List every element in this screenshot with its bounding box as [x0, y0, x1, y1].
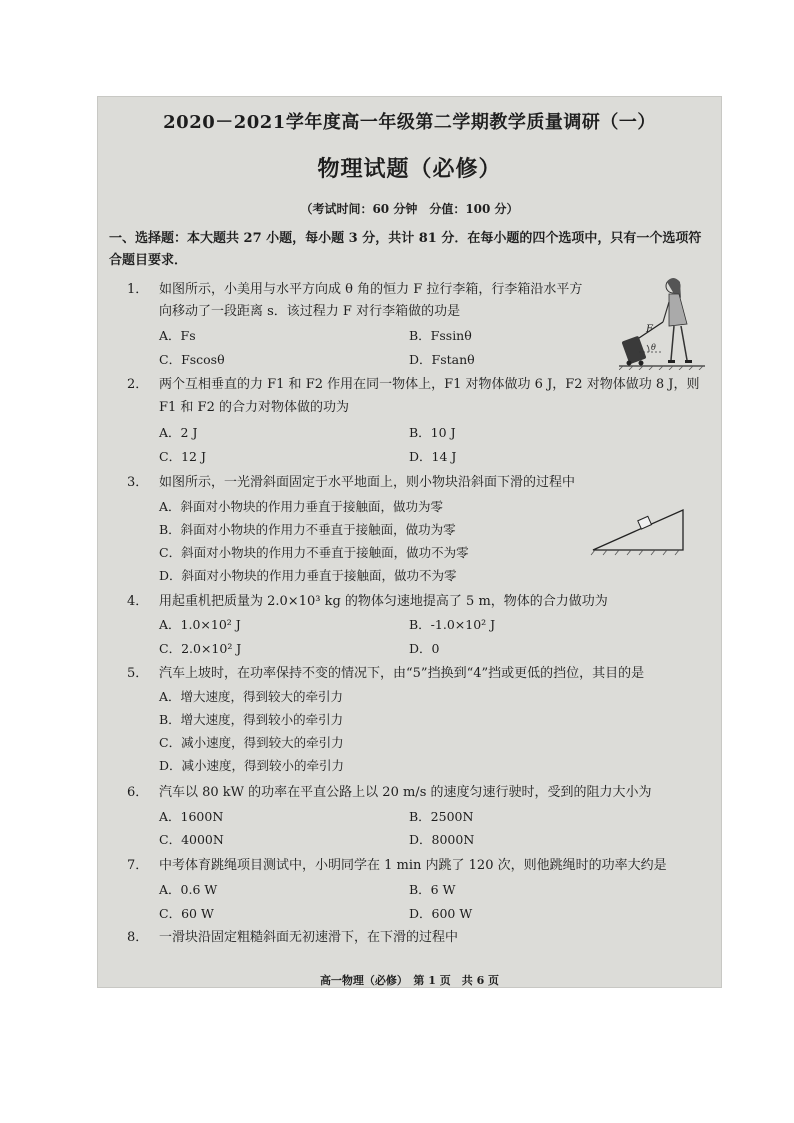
question-text-line: 如图所示，一光滑斜面固定于水平地面上，则小物块沿斜面下滑的过程中: [159, 475, 576, 490]
option-a: A．2 J: [159, 425, 198, 440]
exam-subject: 物理试题（必修）: [317, 156, 502, 182]
question-text-line: 一滑块沿固定粗糙斜面无初速滑下，在下滑的过程中: [159, 930, 459, 945]
option-a: A．增大速度，得到较大的牵引力: [159, 689, 344, 704]
question-text-line: 如图所示，小美用与水平方向成 θ 角的恒力 F 拉行李箱，行李箱沿水平方: [159, 282, 583, 297]
option-b: B．10 J: [409, 425, 456, 440]
question-number: 8．: [127, 930, 149, 945]
exam-meta: （考试时间：60 分钟 分值：100 分）: [300, 202, 519, 216]
question-number: 5．: [127, 666, 149, 681]
option-a: A．1.0×10² J: [159, 617, 241, 632]
option-d: D．8000N: [409, 832, 475, 847]
question-text-line: 汽车上坡时，在功率保持不变的情况下，由“5”挡换到“4”挡或更低的挡位，其目的是: [159, 666, 645, 681]
exam-page: [97, 96, 722, 988]
option-a: A．Fs: [159, 328, 196, 343]
option-d: D．0: [409, 641, 440, 656]
option-b: B．斜面对小物块的作用力不垂直于接触面，做功为零: [159, 522, 456, 537]
option-d: D．14 J: [409, 449, 457, 464]
question-number: 6．: [127, 785, 149, 800]
option-b: B．6 W: [409, 882, 456, 897]
option-a: A．斜面对小物块的作用力垂直于接触面，做功为零: [159, 499, 444, 514]
question-text-line: 向移动了一段距离 s．该过程力 F 对行李箱做的功是: [159, 304, 461, 319]
question-number: 7．: [127, 858, 149, 873]
option-c: C．斜面对小物块的作用力不垂直于接触面，做功不为零: [159, 545, 469, 560]
page-footer: 高一物理（必修） 第 1 页 共 6 页: [319, 974, 500, 987]
option-d: D．减小速度，得到较小的牵引力: [159, 758, 345, 773]
question-text-line: 中考体育跳绳项目测试中，小明同学在 1 min 内跳了 120 次，则他跳绳时的功率大约是: [159, 858, 667, 873]
exam-title: 2020－2021学年度高一年级第二学期教学质量调研（一）: [163, 112, 656, 133]
question-number: 4．: [127, 594, 149, 609]
question-number: 2．: [127, 377, 149, 392]
section-heading: 一、选择题：本大题共 27 小题，每小题 3 分，共计 81 分．在每小题的四个选项中，只有一个选项符合题目要求．: [109, 231, 702, 268]
option-c: C．60 W: [159, 906, 214, 921]
option-b: B．增大速度，得到较小的牵引力: [159, 712, 344, 727]
option-b: B．Fssinθ: [409, 328, 472, 343]
option-c: C．12 J: [159, 449, 206, 464]
option-a: A．0.6 W: [159, 882, 218, 897]
option-b: B．2500N: [409, 809, 474, 824]
question-number: 3．: [127, 475, 149, 490]
luggage-figure: [619, 274, 707, 370]
question-text-line: 汽车以 80 kW 的功率在平直公路上以 20 m/s 的速度匀速行驶时，受到的阻力大小为: [159, 785, 652, 800]
question-text-line: 用起重机把质量为 2.0×10³ kg 的物体匀速地提高了 5 m，物体的合力做功为: [159, 594, 608, 609]
option-c: C．4000N: [159, 832, 224, 847]
option-c: C．减小速度，得到较大的牵引力: [159, 735, 344, 750]
question-text-line: F1 和 F2 的合力对物体做的功为: [159, 400, 349, 415]
option-a: A．1600N: [159, 809, 224, 824]
incline-figure: [589, 500, 691, 560]
option-d: D．Fstanθ: [409, 352, 475, 367]
force-label: F: [646, 324, 653, 335]
angle-label: θ: [651, 343, 656, 352]
option-d: D．600 W: [409, 906, 473, 921]
option-c: C．Fscosθ: [159, 352, 225, 367]
question-text-line: 两个互相垂直的力 F1 和 F2 作用在同一物体上，F1 对物体做功 6 J，F2 对物体做功 8 J，则: [159, 377, 700, 392]
question-number: 1．: [127, 282, 149, 297]
option-c: C．2.0×10² J: [159, 641, 242, 656]
option-b: B．-1.0×10² J: [409, 617, 496, 632]
option-d: D．斜面对小物块的作用力垂直于接触面，做功不为零: [159, 568, 457, 583]
